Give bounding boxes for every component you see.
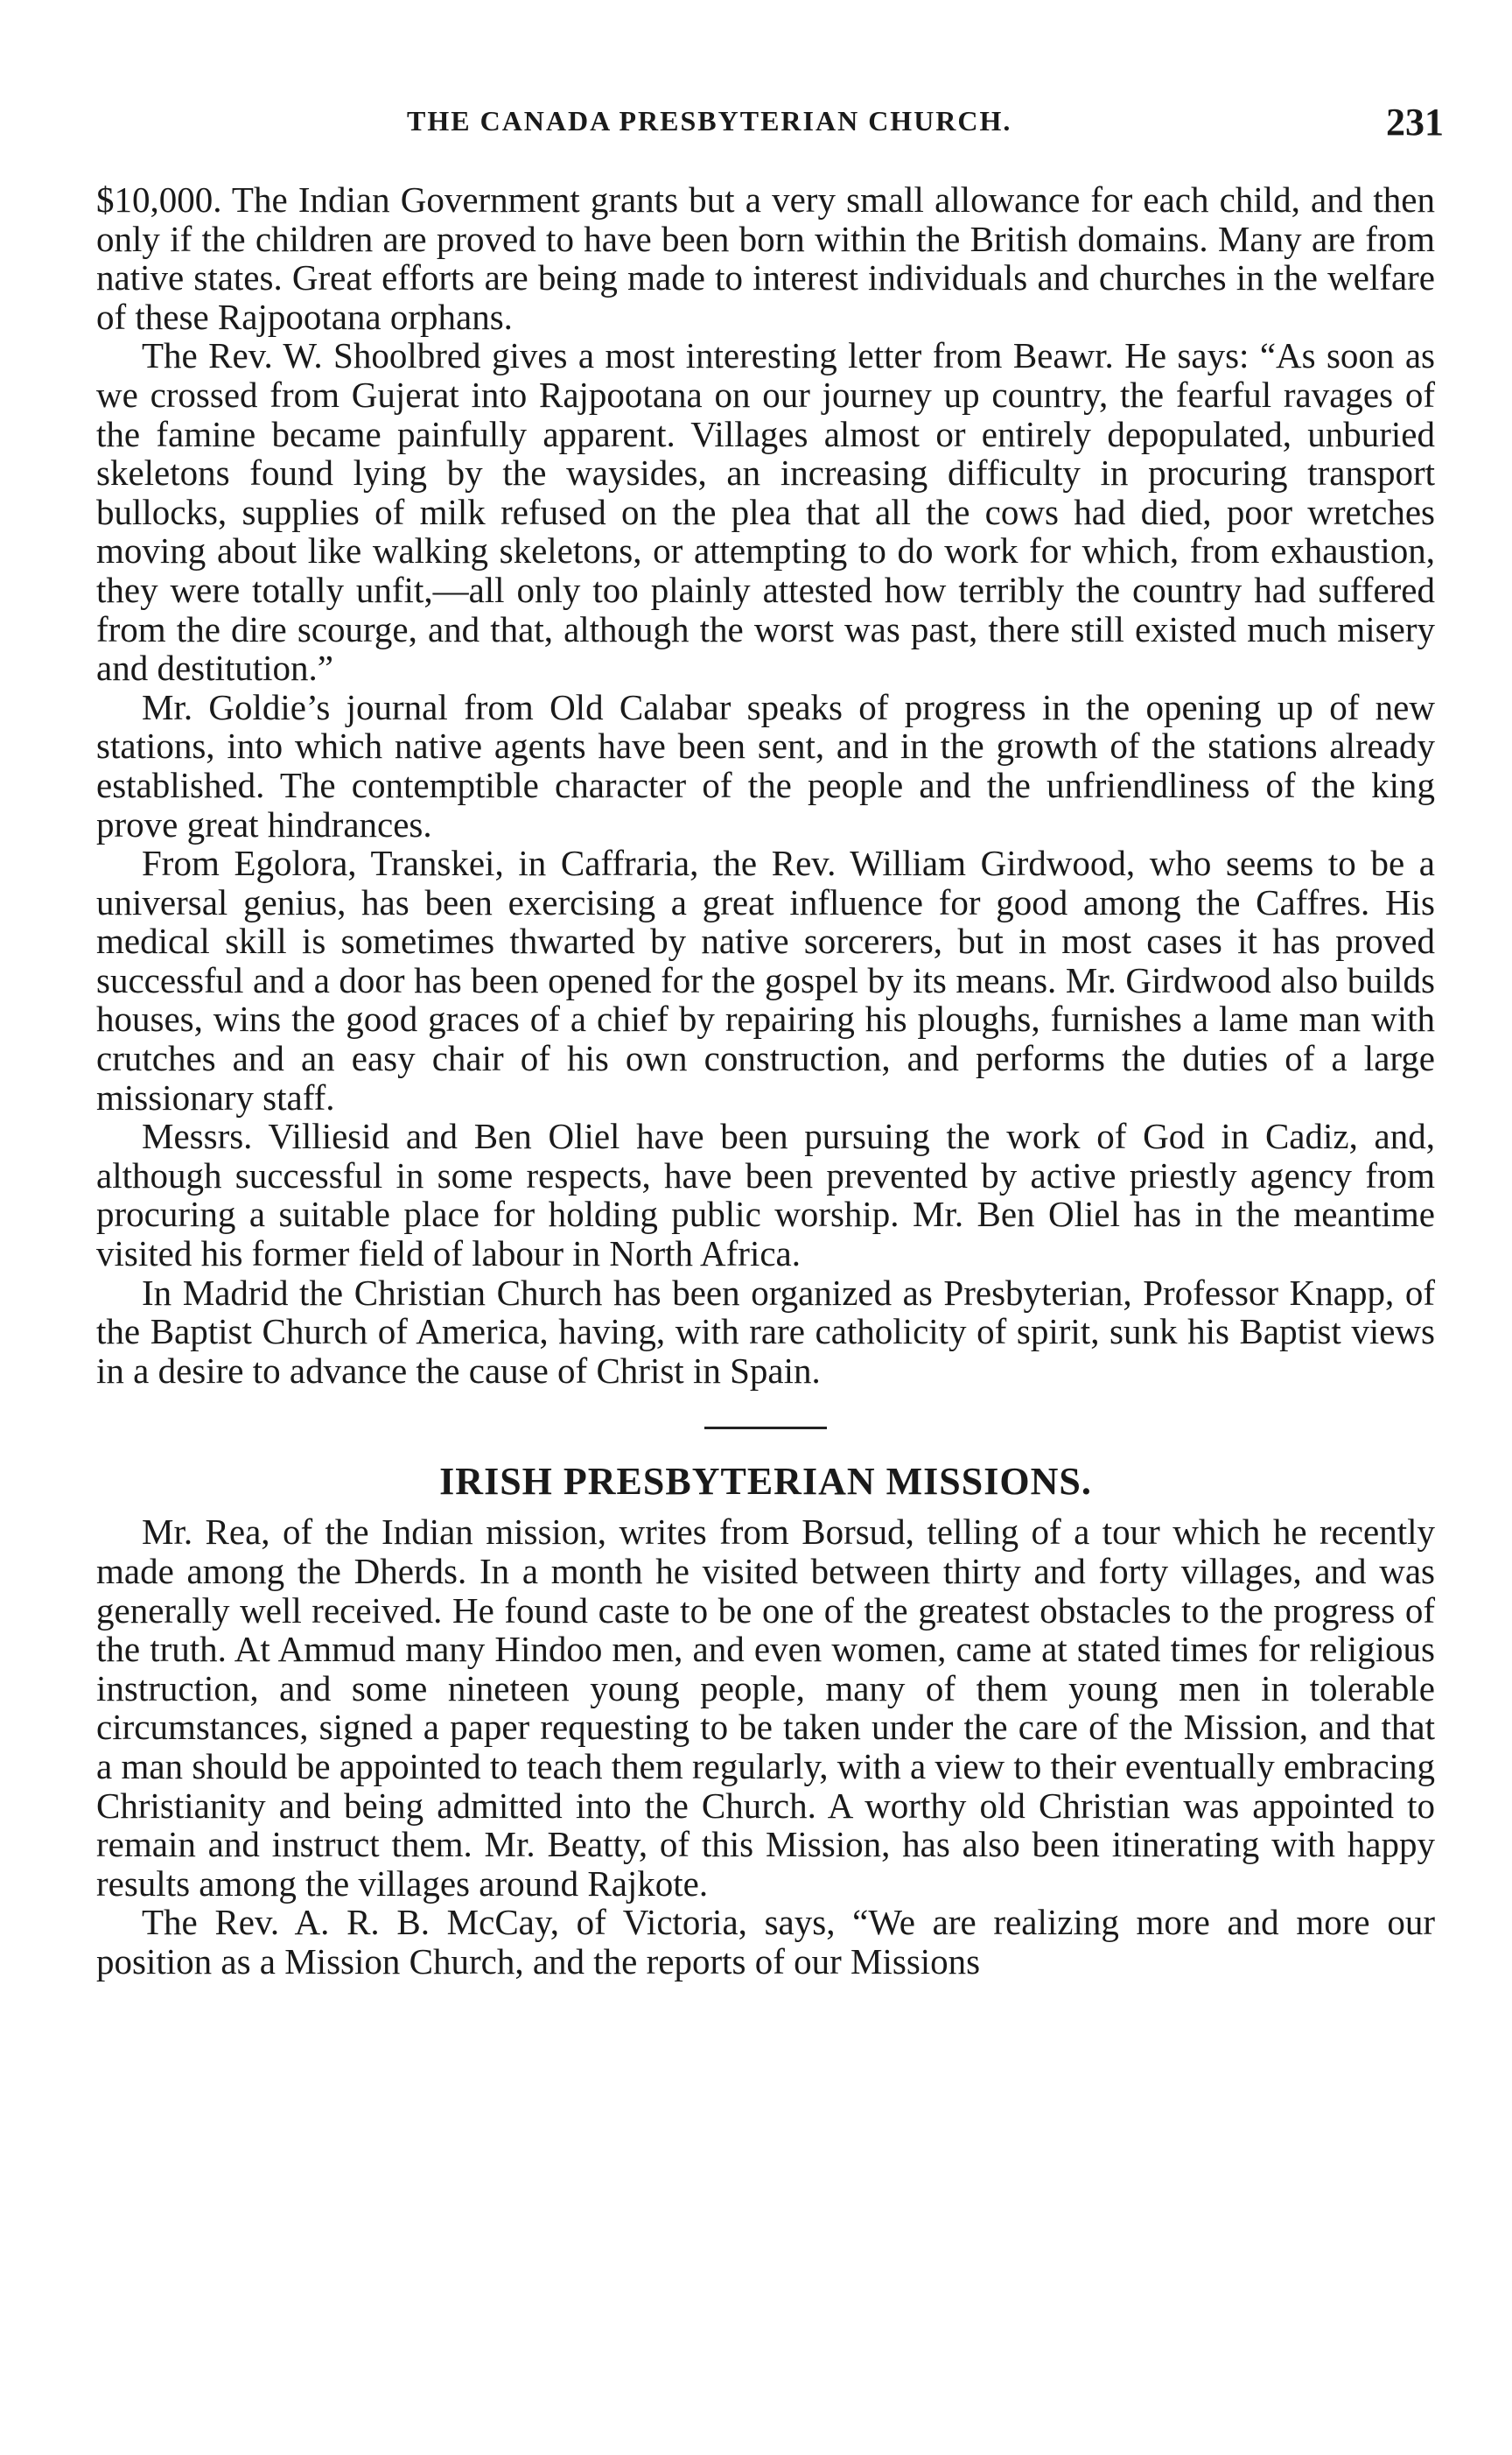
paragraph-rea: Mr. Rea, of the Indian mission, writes from Borsud, telling of a tour which he recently made among the Dherds. In a month he visited between thirty and forty villages, and was generally well received. He found caste to be one of the greatest obstacles to the progress of the truth. At Ammud many Hindoo men, and even women, came at stated times for religious instruction, and some nineteen young people, many of them young men in tolerable circumstances, signed a paper requesting to be taken under the care of the Mission, and that a man should be appointed to teach them regularly, with a view to their eventually embracing Christianity and being admitted into the Church. A worthy old Christian was appointed to remain and instruct them. Mr. Beatty, of this Mission, has also been itinerating with happy results among the villages around Rajkote.: [96, 1512, 1435, 1904]
paragraph-goldie: Mr. Goldie’s journal from Old Calabar speaks of progress in the opening up of new stations, into which native agents have been sent, and in the growth of the stations already established. The contemptible character of the people and the unfriendliness of the king prove great hindrances.: [96, 686, 1435, 845]
running-header: [96, 101, 1444, 158]
paragraph-mccay: The Rev. A. R. B. McCay, of Victoria, says, “We are realizing more and more our position as a Mission Church, and the reports of our Missions: [96, 1902, 1435, 1982]
page-number: 231: [1386, 101, 1444, 144]
book-page: [96, 101, 1444, 1982]
paragraph-cadiz: Messrs. Villiesid and Ben Oliel have been pursuing the work of God in Cadiz, and, although successful in some respects, have been prevented by active priestly agency from procuring a suitable place for holding public worship. Mr. Ben Oliel has in the meantime visited his former field of labour in North Africa.: [96, 1116, 1435, 1274]
running-title: THE CANADA PRESBYTERIAN CHURCH.: [407, 105, 1012, 137]
section-divider: [704, 1427, 827, 1429]
paragraph-shoolbred: The Rev. W. Shoolbred gives a most interesting letter from Beawr. He says: “As soon as we crossed from Gujerat into Rajpootana on our journey up country, the fearful ravages of the famine became painfully apparent. Villages almost or entirely depopulated, unburied skeletons found lying by the waysides, an increasing difficulty in procuring transport bullocks, supplies of milk refused on the plea that all the cows had died, poor wretches moving about like walking skeletons, or attempting to do work for which, from exhaustion, they were totally unfit,—all only too plainly attested how terribly the country had suffered from the dire scourge, and that, although the worst was past, there still existed much misery and destitution.”: [96, 335, 1435, 689]
paragraph-girdwood: From Egolora, Transkei, in Caffraria, the Rev. William Girdwood, who seems to be a universal genius, has been exercising a great influence for good among the Caffres. His medical skill is sometimes thwarted by native sorcerers, but in most cases it has proved successful and a door has been opened for the gospel by its means. Mr. Girdwood also builds houses, wins the good graces of a chief by repairing his ploughs, furnishes a lame man with crutches and an easy chair of his own construction, and performs the duties of a large missionary staff.: [96, 843, 1435, 1118]
paragraph-madrid: In Madrid the Christian Church has been organized as Presbyterian, Professor Knapp, of the Baptist Church of America, having, with rare catholicity of spirit, sunk his Baptist views in a desire to advance the cause of Christ in Spain.: [96, 1272, 1435, 1391]
paragraph-continued: $10,000. The Indian Government grants but a very small allowance for each child, and then only if the children are proved to have been born within the British domains. Many are from native states. Great efforts are being made to interest individuals and churches in the welfare of these Rajpootana orphans.: [96, 179, 1435, 337]
section-heading: IRISH PRESBYTERIAN MISSIONS.: [439, 1460, 1092, 1504]
